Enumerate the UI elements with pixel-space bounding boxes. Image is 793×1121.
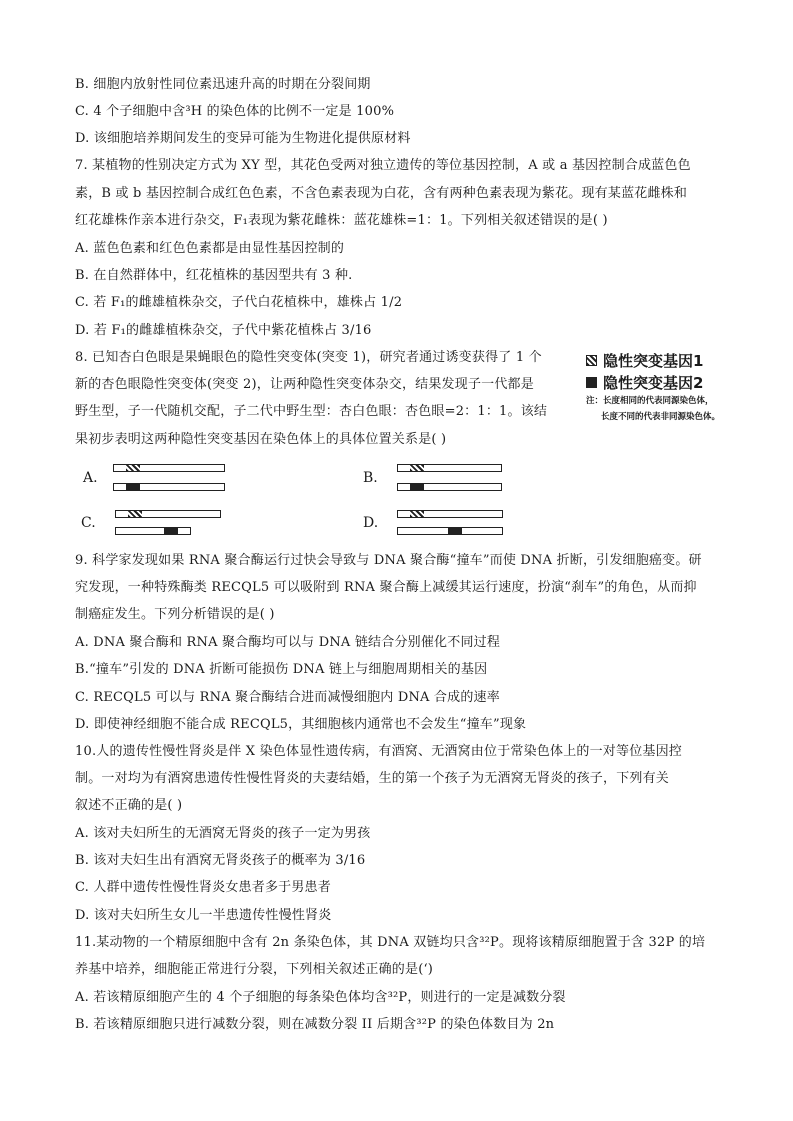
q9-option-a: A. DNA 聚合酶和 RNA 聚合酶均可以与 DNA 链结合分别催化不同过程	[75, 635, 501, 650]
q8-option-b-label: B.	[363, 470, 378, 486]
legend-gene-2: 隐性突变基因2	[603, 373, 704, 392]
q8-stem-line-2: 新的杏色眼隐性突变体(突变 2)，让两种隐性突变体杂交，结果发现子一代都是	[75, 377, 534, 392]
q7-option-b: B. 在自然群体中，红花植株的基因型共有 3 种.	[75, 268, 353, 283]
mutation-1-mark	[126, 465, 140, 471]
q7-stem-line-2: 素，B 或 b 基因控制合成红色色素，不含色素表现为白花，含有两种色素表现为紫花。现有某蓝花雌株和	[75, 186, 688, 201]
q8-stem-line-4: 果初步表明这两种隐性突变基因在染色体上的具体位置关系是( )	[75, 432, 447, 447]
mutation-2-mark	[410, 484, 424, 490]
q10-stem-line-3: 叙述不正确的是( )	[75, 798, 183, 813]
chromosome	[397, 464, 502, 472]
mutation-2-mark	[126, 484, 140, 490]
q10-option-c: C. 人群中遗传性慢性肾炎女患者多于男患者	[75, 880, 331, 895]
chromosome	[113, 464, 225, 472]
q9-stem-line-2: 究发现，一种特殊酶类 RECQL5 可以吸附到 RNA 聚合酶上减缓其运行速度，扮演“刹车”的角色，从而抑	[75, 580, 697, 595]
q11-option-a: A. 若该精原细胞产生的 4 个子细胞的每条染色体均含³²P，则进行的一定是减数分裂	[75, 990, 566, 1005]
q6-option-d: D. 该细胞培养期间发生的变异可能为生物进化提供原材料	[75, 131, 411, 146]
mutation-2-mark	[448, 528, 462, 534]
q8-option-c-label: C.	[81, 515, 96, 531]
chromosome	[115, 510, 221, 518]
q6-option-b: B. 细胞内放射性同位素迅速升高的时期在分裂间期	[75, 77, 371, 92]
mutation-1-mark	[410, 511, 424, 517]
mutation-2-swatch	[586, 377, 597, 388]
q11-option-b: B. 若该精原细胞只进行减数分裂，则在减数分裂 II 后期含³²P 的染色体数目为 2n	[75, 1017, 555, 1032]
q9-stem-line-1: 9. 科学家发现如果 RNA 聚合酶运行过快会导致与 DNA 聚合酶“撞车”而使 DNA 折断，引发细胞癌变。研	[75, 553, 702, 568]
q8-option-a-label: A.	[83, 470, 98, 486]
q10-option-b: B. 该对夫妇生出有酒窝无肾炎孩子的概率为 3/16	[75, 853, 366, 868]
chromosome	[397, 527, 503, 535]
q10-option-a: A. 该对夫妇所生的无酒窝无肾炎的孩子一定为男孩	[75, 826, 371, 841]
chromosome	[115, 527, 191, 535]
legend-note-1: 注：长度相同的代表同源染色体，	[586, 396, 714, 406]
q11-stem-line-1: 11.某动物的一个精原细胞中含有 2n 条染色体，其 DNA 双链均只含³²P。现将该精原细胞置于含 32P 的培	[75, 935, 706, 950]
q7-option-a: A. 蓝色色素和红色色素都是由显性基因控制的	[75, 241, 345, 256]
q10-option-d: D. 该对夫妇所生女儿一半患遗传性慢性肾炎	[75, 908, 332, 923]
mutation-1-mark	[410, 465, 424, 471]
q6-option-c: C. 4 个子细胞中含³H 的染色体的比例不一定是 100%	[75, 104, 395, 119]
q9-option-c: C. RECQL5 可以与 RNA 聚合酶结合进而减慢细胞内 DNA 合成的速率	[75, 690, 500, 705]
q8-stem-line-1: 8. 已知杏白色眼是果蝇眼色的隐性突变体(突变 1)，研究者通过诱变获得了 1 个	[75, 350, 542, 365]
q8-legend	[586, 349, 766, 425]
chromosome	[397, 483, 502, 491]
mutation-1-mark	[128, 511, 142, 517]
legend-gene-1: 隐性突变基因1	[603, 351, 704, 370]
mutation-2-mark	[164, 528, 178, 534]
mutation-1-swatch	[586, 355, 597, 366]
q10-stem-line-1: 10.人的遗传性慢性肾炎是伴 X 染色体显性遗传病，有酒窝、无酒窝由位于常染色体上的一对等位基因控	[75, 744, 682, 759]
chromosome	[113, 483, 225, 491]
chromosome	[397, 510, 503, 518]
q8-stem-line-3: 野生型，子一代随机交配，子二代中野生型：杏白色眼：杏色眼=2：1：1。该结	[75, 404, 548, 419]
q9-option-d: D. 即使神经细胞不能合成 RECQL5，其细胞核内通常也不会发生“撞车”现象	[75, 717, 527, 732]
q9-option-b: B.“撞车”引发的 DNA 折断可能损伤 DNA 链上与细胞周期相关的基因	[75, 662, 488, 677]
q7-stem-line-1: 7. 某植物的性别决定方式为 XY 型，其花色受两对独立遗传的等位基因控制，A 或 a 基因控制合成蓝色色	[75, 158, 691, 173]
q9-stem-line-3: 制癌症发生。下列分析错误的是( )	[75, 607, 275, 622]
q7-option-c: C. 若 F₁的雌雄植株杂交，子代白花植株中，雄株占 1/2	[75, 295, 403, 310]
q7-option-d: D. 若 F₁的雌雄植株杂交，子代中紫花植株占 3/16	[75, 323, 372, 338]
q8-option-d-label: D.	[363, 515, 379, 531]
q10-stem-line-2: 制。一对均为有酒窝患遗传性慢性肾炎的夫妻结婚，生的第一个孩子为无酒窝无肾炎的孩子，下列有关	[75, 771, 670, 786]
q7-stem-line-3: 红花雄株作亲本进行杂交，F₁表现为紫花雌株：蓝花雄株=1：1。下列相关叙述错误的是( )	[75, 213, 608, 228]
legend-note-2: 长度不同的代表非同源染色体。	[601, 412, 721, 422]
q11-stem-line-2: 养基中培养，细胞能正常进行分裂，下列相关叙述正确的是(‘)	[75, 962, 434, 977]
